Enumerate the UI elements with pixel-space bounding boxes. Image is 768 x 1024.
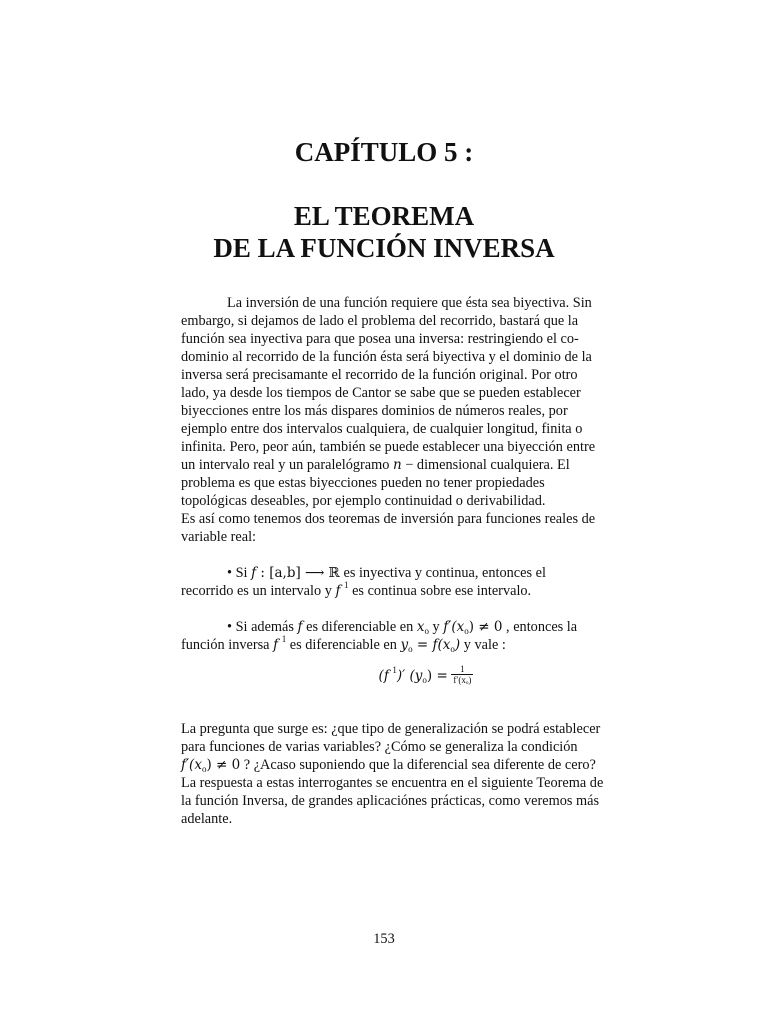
text-span: es diferenciable en [286,637,401,653]
inverse-derivative-formula [181,666,631,696]
spacer [181,600,631,618]
math-expression: ) [454,637,461,653]
bullet-item-2-line-2 [181,636,631,654]
chapter-title [0,200,768,264]
text-span: es continua sobre ese intervalo. [348,583,532,599]
paragraph-line [181,756,631,774]
math-expression: f′(x [181,757,202,773]
text-span: es inyectiva y continua, entonces el [339,565,546,581]
paragraph-line [181,456,631,474]
paragraph-line: adelante. [181,811,233,827]
bullet-item-1-line-1 [181,564,631,582]
math-expression: ) ≠ 0 [468,619,503,635]
paragraph-line: embargo, si dejamos de lado el problema del recorrido, bastará que la [181,313,579,329]
math-superscript: 1 [344,580,349,590]
paragraph-line: topológicas deseables, por ejemplo continuidad o derivabilidad. [181,493,546,509]
spacer [181,546,631,564]
paragraph-line: dominio al recorrido de la función ésta será biyectiva y el dominio de la [181,349,592,365]
math-subscript: o [464,626,469,636]
text-span: y vale : [460,637,506,653]
bullet-item-1-line-2 [181,582,631,600]
body-text [181,294,631,828]
bullet-item-2-line-1 [181,618,631,636]
math-expression: ) ≠ 0 [206,757,241,773]
paragraph-line: Es así como tenemos dos teoremas de inversión para funciones reales de [181,511,596,527]
math-variable: f [273,637,279,653]
math-variable: f [251,565,257,581]
math-subscript: o [422,674,427,685]
text-span: − dimensional cualquiera. El [401,457,570,473]
paragraph-line: La respuesta a estas interrogantes se encuentra en el siguiente Teorema de [181,775,604,791]
math-variable: f [297,619,303,635]
paragraph-line: ejemplo entre dos intervalos cualquiera, de cualquier longitud, finita o [181,421,583,437]
math-subscript: o [450,644,455,654]
math-expression: (f [378,667,389,684]
paragraph-line: La pregunta que surge es: ¿que tipo de generalización se podrá establecer [181,721,601,737]
paragraph-line: lado, ya desde los tiempos de Cantor se sabe que se pueden establecer [181,385,581,401]
fraction-denominator: f′(xₒ) [453,675,472,685]
math-subscript: o [201,764,207,774]
math-variable: f [335,583,341,599]
math-superscript: 1 [392,664,397,675]
paragraph-line: infinita. Pero, peor aún, también se puede establecer una biyección entre [181,439,596,455]
math-subscript: o [424,626,429,636]
paragraph-line: la función Inversa, de grandes aplicaciónes prácticas, como veremos más [181,793,600,809]
math-variable: n [393,457,402,473]
math-expression: = f(x [412,637,451,653]
paragraph-line: problema es que estas biyecciones pueden no tener propiedades [181,475,545,491]
bullet-icon: • [227,619,233,635]
math-expression: ) = [426,667,448,684]
paragraph-line: La inversión de una función requiere que ésta sea biyectiva. Sin [227,295,592,311]
text-span: Si además [235,619,298,635]
math-expression: )′ (y [396,667,423,684]
paragraph-line: función sea inyectiva para que posea una inversa: restringiendo el co- [181,331,579,347]
math-expression: : [a,b] ⟶ ℝ [256,565,340,581]
math-expression: f′(x [443,619,465,635]
text-span: , entonces la [502,619,578,635]
paragraph-line: inversa será precisamante el recorrido de la función original. Por otro [181,367,578,383]
text-span: ? ¿Acaso suponiendo que la diferencial sea diferente de cero? [240,757,596,773]
chapter-heading: CAPÍTULO 5 : [294,137,474,167]
text-span: y [428,619,444,635]
math-superscript: 1 [281,634,287,644]
bullet-icon: • [227,565,233,581]
chapter-title-line-2: DE LA FUNCIÓN INVERSA [213,233,555,263]
text-span: un intervalo real y un paralelógramo [181,457,393,473]
text-span: Si [235,565,252,581]
text-span: función inversa [181,637,274,653]
page-number: 153 [373,931,395,947]
spacer [181,654,631,666]
text-span: es diferenciable en [302,619,417,635]
math-variable: x [416,619,425,635]
math-subscript: o [408,644,413,654]
math-variable: y [400,637,409,653]
spacer [181,696,631,720]
paragraph-line: variable real: [181,529,257,545]
paragraph-line: biyecciones entre los más dispares dominios de números reales, por [181,403,568,419]
chapter-title-line-1: EL TEOREMA [293,201,475,231]
fraction-numerator: 1 [451,664,473,675]
paragraph-line: para funciones de varias variables? ¿Cómo se generaliza la condición [181,739,578,755]
math-fraction [451,664,473,685]
text-span: recorrido es un intervalo y [181,583,336,599]
